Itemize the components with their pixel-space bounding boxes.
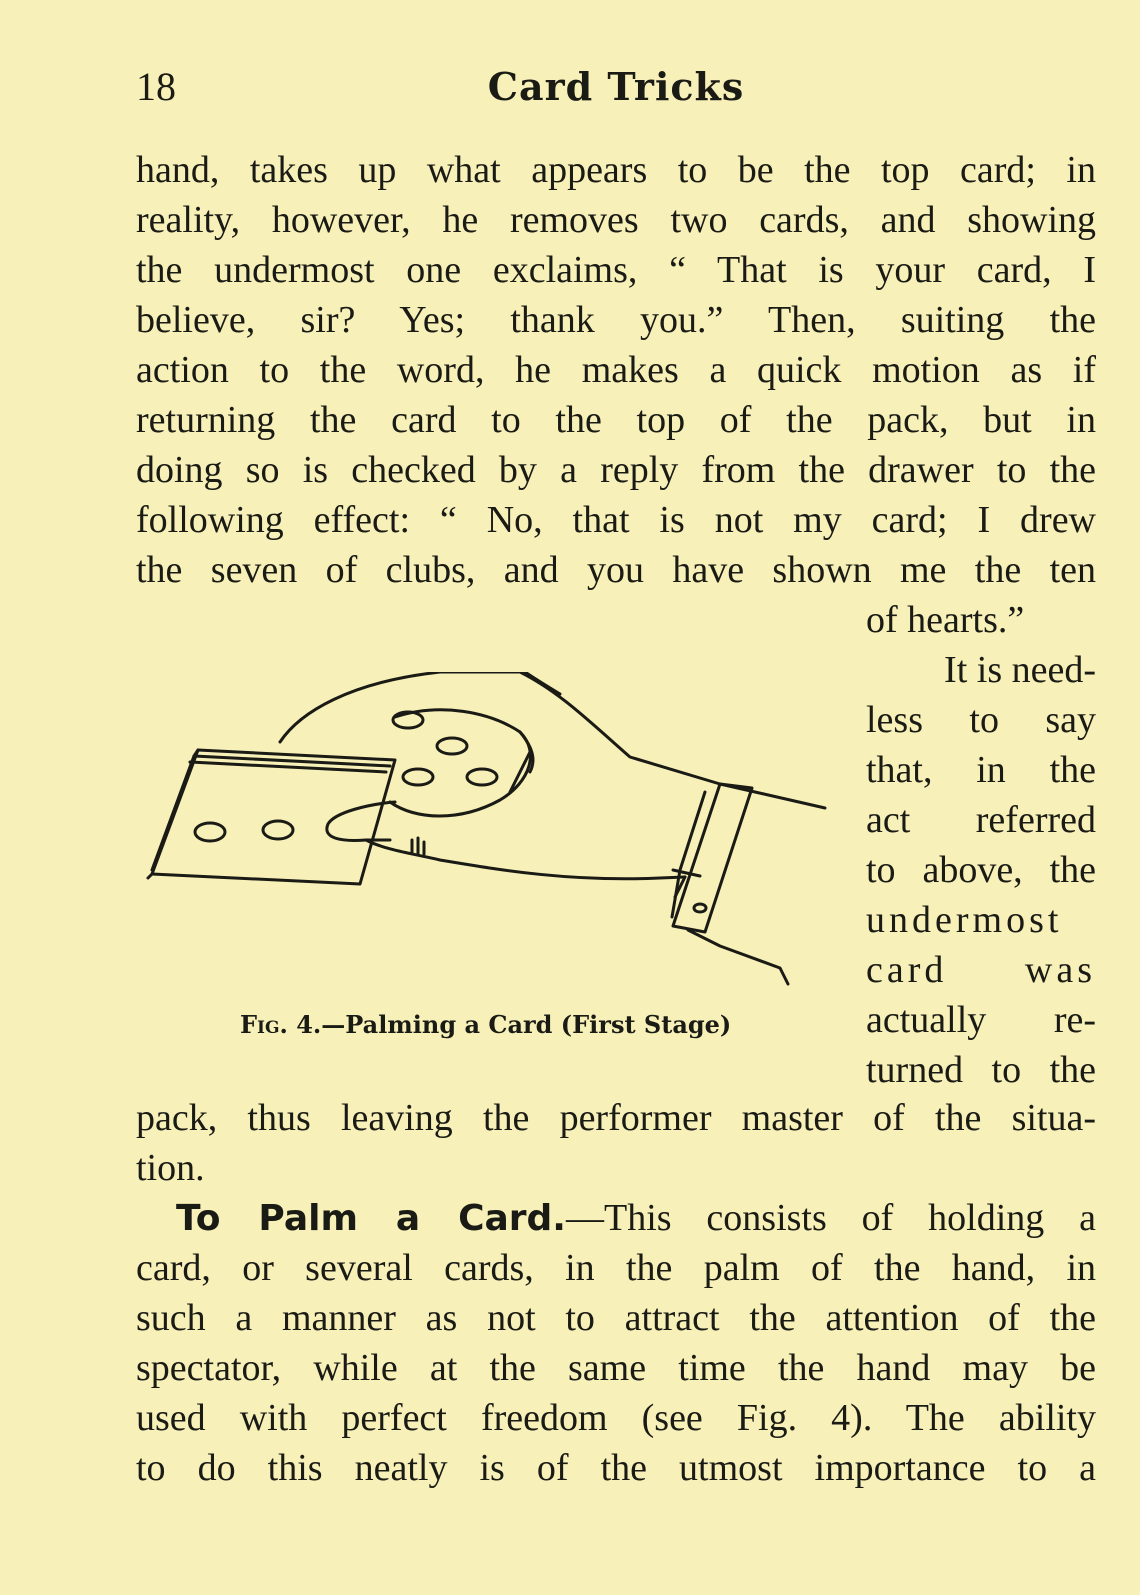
body-line: the seven of clubs, and you have shown me the ten [136,549,1096,591]
body-line: doing so is checked by a reply from the drawer to the [136,449,1096,491]
side-line: act referred [866,799,1096,841]
side-line: turned to the [866,1049,1096,1091]
body-line: returning the card to the top of the pack, but in [136,399,1096,441]
page-number: 18 [136,64,176,109]
section-heading: To Palm a Card. [176,1198,566,1239]
body-line: pack, thus leaving the performer master of the situa- [136,1097,1096,1139]
figure-palming-card [140,672,840,1012]
body-line: believe, sir? Yes; thank you.” Then, suiting the [136,299,1096,341]
side-line: It is need- [944,649,1096,691]
side-line: card was [866,949,1096,991]
side-line: that, in the [866,749,1096,791]
body-line: action to the word, he makes a quick motion as if [136,349,1096,391]
figure-caption-text: —Palming a Card (First Stage) [321,1010,732,1039]
figure-caption [240,1010,740,1040]
side-line: actually re- [866,999,1096,1041]
body-line: such a manner as not to attract the attention of the [136,1297,1096,1339]
section-heading-rest: —This consists of holding a [565,1197,1096,1239]
side-line: undermost [866,899,1063,941]
body-line: following effect: “ No, that is not my card; I drew [136,499,1096,541]
side-line: to above, the [866,849,1096,891]
running-title: Card Tricks [487,64,745,109]
body-line: card, or several cards, in the palm of the hand, in [136,1247,1096,1289]
body-line: the undermost one exclaims, “ That is your card, I [136,249,1096,291]
body-line: reality, however, he removes two cards, and showing [136,199,1096,241]
body-line: to do this neatly is of the utmost importance to a [136,1447,1096,1489]
side-line: less to say [866,699,1096,741]
body-line: spectator, while at the same time the hand may be [136,1347,1096,1389]
side-line: of hearts.” [866,599,1025,641]
section-first-line [176,1193,1096,1243]
body-line: tion. [136,1147,205,1189]
body-line: used with perfect freedom (see Fig. 4). The ability [136,1397,1096,1439]
page-header [136,62,1096,112]
body-line: hand, takes up what appears to be the top card; in [136,149,1096,191]
figure-label: Fig. 4. [240,1010,322,1039]
